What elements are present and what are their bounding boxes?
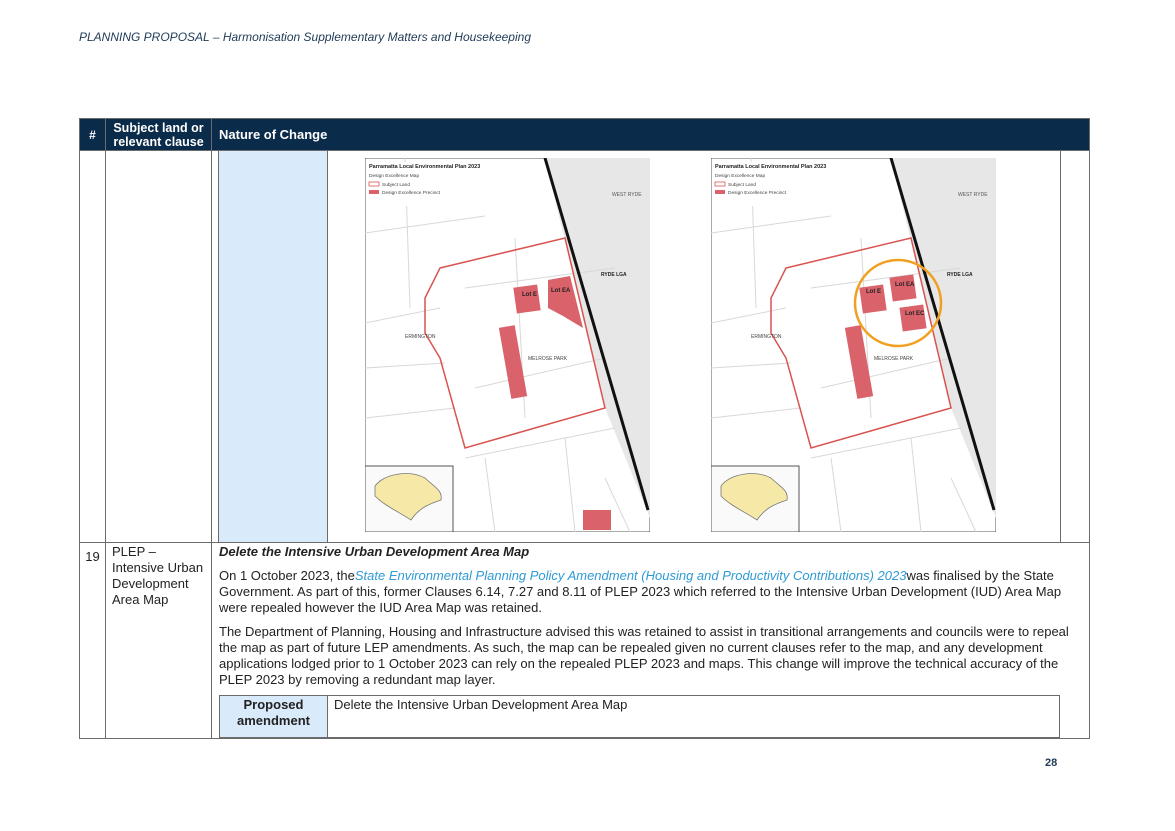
map-row-nature-cell (212, 151, 1089, 542)
map-inner-label-cell (219, 151, 328, 542)
proposed-design-excellence-map (711, 158, 996, 532)
label-melrose-park: MELROSE PARK (528, 356, 568, 362)
proposed-amendment-value: Delete the Intensive Urban Development Area Map (334, 697, 628, 712)
paragraph-1-rest: was finalised by the State Government. As part of this, former Clauses 6.14, 7.27 and 8.11 of PLEP 2023 which referred to the Intensive Urban Development (IUD) Area Map were repealed however the IUD Area Map was retained. (219, 568, 1062, 615)
label-ermington: ERMINGTON (751, 334, 782, 340)
label-lot-ea: Lot EA (551, 288, 571, 294)
map-row (80, 150, 1089, 542)
label-lot-ec: Lot EC (905, 311, 925, 317)
label-lot-ea: Lot EA (895, 282, 915, 288)
label-west-ryde: WEST RYDE (958, 192, 988, 198)
legend-subject-label: Subject Land (728, 183, 757, 188)
map-row-number-cell (80, 151, 106, 542)
legend-precinct-swatch (369, 190, 379, 194)
precinct-lot-e (513, 284, 540, 313)
label-ryde-lga: RYDE LGA (601, 272, 627, 278)
legend-precinct-label: Design Excellence Precinct (382, 191, 441, 196)
legend-title: Parramatta Local Environmental Plan 2023 (715, 164, 827, 170)
label-lot-e: Lot E (866, 289, 881, 295)
change-table (79, 118, 1090, 739)
column-nature-header: Nature of Change (219, 127, 328, 142)
legend-subtitle: Design Excellence Map (715, 174, 766, 179)
label-ermington: ERMINGTON (405, 334, 436, 340)
precinct-lot-ec (899, 304, 926, 331)
change-paragraph-2: The Department of Planning, Housing and Infrastructure advised this was retained to assist in transitional arrangements and councils were to repeal the map as part of future LEP amendments. As such, the map can be repealed given no current clauses refer to the map, and any development applications lodged prior to 1 October 2023 can rely on the repealed PLEP 2023 and maps. This change will improve the technical accuracy of the PLEP 2023 by removing a redundant map layer. (219, 624, 1069, 687)
map-inner-content-cell (328, 151, 1060, 542)
page-header: PLANNING PROPOSAL – Harmonisation Supplementary Matters and Housekeeping (79, 30, 531, 44)
proposed-amendment-label: Proposed amendment (220, 696, 328, 737)
legend-subject-label: Subject Land (382, 183, 411, 188)
legend-precinct-swatch (715, 190, 725, 194)
label-west-ryde: WEST RYDE (612, 192, 642, 198)
precinct-south (583, 510, 611, 530)
legend-precinct-label: Design Excellence Precinct (728, 191, 787, 196)
column-number-header: # (80, 119, 106, 150)
existing-design-excellence-map (365, 158, 650, 532)
precinct-lot-ea (889, 274, 916, 301)
page-number: 28 (1045, 757, 1058, 769)
row-nature-of-change (212, 543, 1089, 738)
legend-title: Parramatta Local Environmental Plan 2023 (369, 164, 481, 170)
map-inner-table (218, 151, 1061, 542)
map-row-subject-cell (106, 151, 212, 542)
label-lot-e: Lot E (522, 292, 537, 298)
table-header (80, 119, 1089, 150)
label-melrose-park: MELROSE PARK (874, 356, 914, 362)
proposed-amendment-table (219, 695, 1060, 738)
change-heading: Delete the Intensive Urban Development Area Map (219, 544, 530, 559)
change-paragraph-1 (219, 568, 1080, 616)
row-subject: PLEP – Intensive Urban Development Area Map (106, 543, 212, 738)
sepp-citation: State Environmental Planning Policy Amendment (Housing and Productivity Contributions) 2023 (354, 568, 907, 583)
legend-subtitle: Design Excellence Map (369, 174, 420, 179)
table-row-19 (80, 542, 1089, 738)
column-subject-header: Subject land or relevant clause (106, 119, 212, 150)
label-ryde-lga: RYDE LGA (947, 272, 973, 278)
paragraph-1-lead: On 1 October 2023, the (219, 568, 355, 583)
row-number: 19 (80, 543, 106, 738)
